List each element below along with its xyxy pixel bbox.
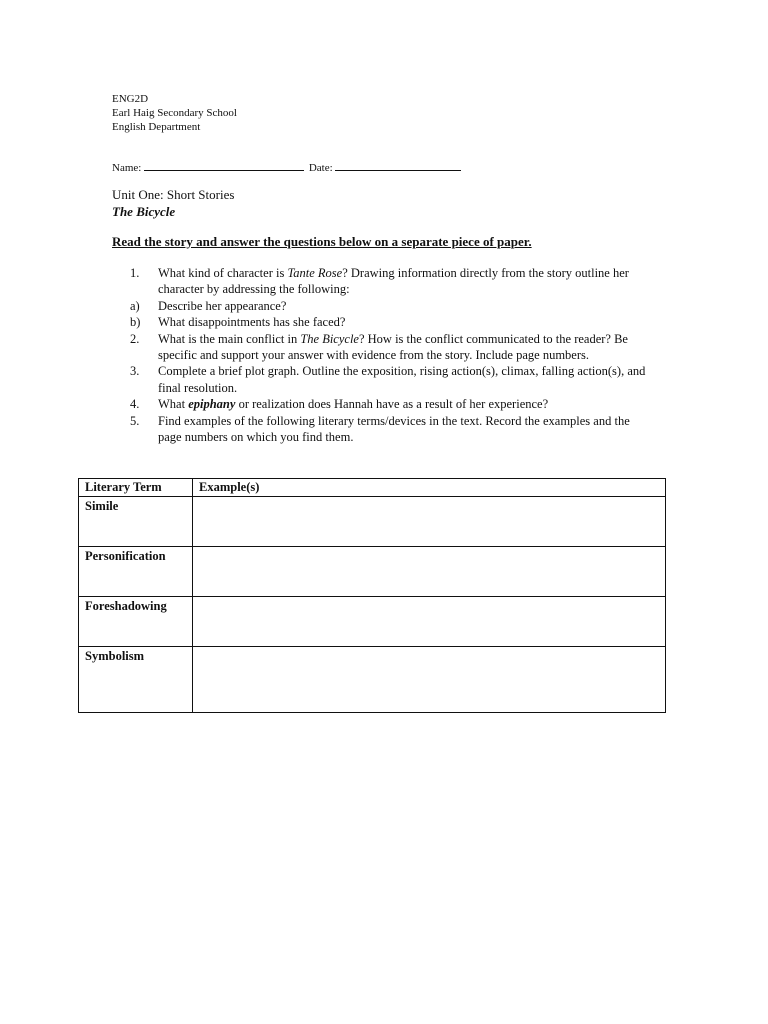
- story-title-inline: The Bicycle: [300, 331, 359, 346]
- character-name: Tante Rose: [287, 266, 343, 280]
- question-text: Find examples of the following literary terms/devices in the text. Record the examples and the page numbers on which you find them.: [158, 413, 630, 445]
- question-number: 5.: [130, 413, 140, 428]
- name-label: Name:: [112, 162, 142, 174]
- term-cell: Simile: [79, 497, 193, 547]
- question-number: 1.: [130, 266, 140, 280]
- table-header-row: [79, 479, 666, 497]
- unit-heading: Unit One: Short Stories: [112, 187, 235, 202]
- question-number: 3.: [130, 364, 140, 379]
- example-cell[interactable]: [193, 547, 666, 597]
- school-name: Earl Haig Secondary School: [112, 107, 237, 119]
- department-name: English Department: [112, 121, 201, 133]
- question-number: b): [130, 315, 141, 330]
- question-1b: [130, 314, 650, 330]
- term-cell: Foreshadowing: [79, 597, 193, 647]
- example-cell[interactable]: [193, 597, 666, 647]
- column-header-examples: Example(s): [193, 479, 666, 497]
- name-field[interactable]: [144, 160, 304, 171]
- epiphany-term: epiphany: [188, 397, 236, 412]
- question-4: [130, 396, 650, 412]
- question-number: a): [130, 298, 140, 313]
- date-label: Date:: [308, 162, 333, 174]
- column-header-term: Literary Term: [79, 479, 193, 497]
- table-row: [79, 647, 666, 713]
- story-title: The Bicycle: [112, 204, 176, 219]
- question-1: [130, 265, 650, 298]
- document-header: [112, 92, 237, 134]
- term-cell: Symbolism: [79, 647, 193, 713]
- question-text: What disappointments has she faced?: [158, 315, 346, 330]
- date-field[interactable]: [335, 160, 461, 171]
- question-list: [130, 265, 650, 445]
- question-text: Describe her appearance?: [158, 298, 287, 313]
- question-2: [130, 331, 650, 364]
- question-number: 4.: [130, 397, 140, 412]
- literary-terms-table: [78, 478, 666, 713]
- question-5: [130, 413, 650, 446]
- example-cell[interactable]: [193, 497, 666, 547]
- example-cell[interactable]: [193, 647, 666, 713]
- question-text: What is the main conflict in The Bicycle? How is the conflict communicated to the reader? Be specific and support your answer with evidence from the story. Include page numbers.: [158, 331, 628, 363]
- question-1a: [130, 298, 650, 314]
- table-row: [79, 497, 666, 547]
- question-text: What kind of character is Tante Rose? Drawing information directly from the story outline her character by addressing the following:: [158, 266, 629, 297]
- question-text: What epiphany or realization does Hannah have as a result of her experience?: [158, 397, 549, 412]
- name-date-line: [112, 160, 461, 175]
- term-cell: Personification: [79, 547, 193, 597]
- question-number: 2.: [130, 331, 140, 346]
- course-code: ENG2D: [112, 93, 149, 105]
- table-row: [79, 547, 666, 597]
- question-text: Complete a brief plot graph. Outline the exposition, rising action(s), climax, falling action(s), and final resolution.: [158, 364, 646, 395]
- table-row: [79, 597, 666, 647]
- question-3: [130, 363, 650, 396]
- instructions: Read the story and answer the questions below on a separate piece of paper.: [112, 234, 532, 249]
